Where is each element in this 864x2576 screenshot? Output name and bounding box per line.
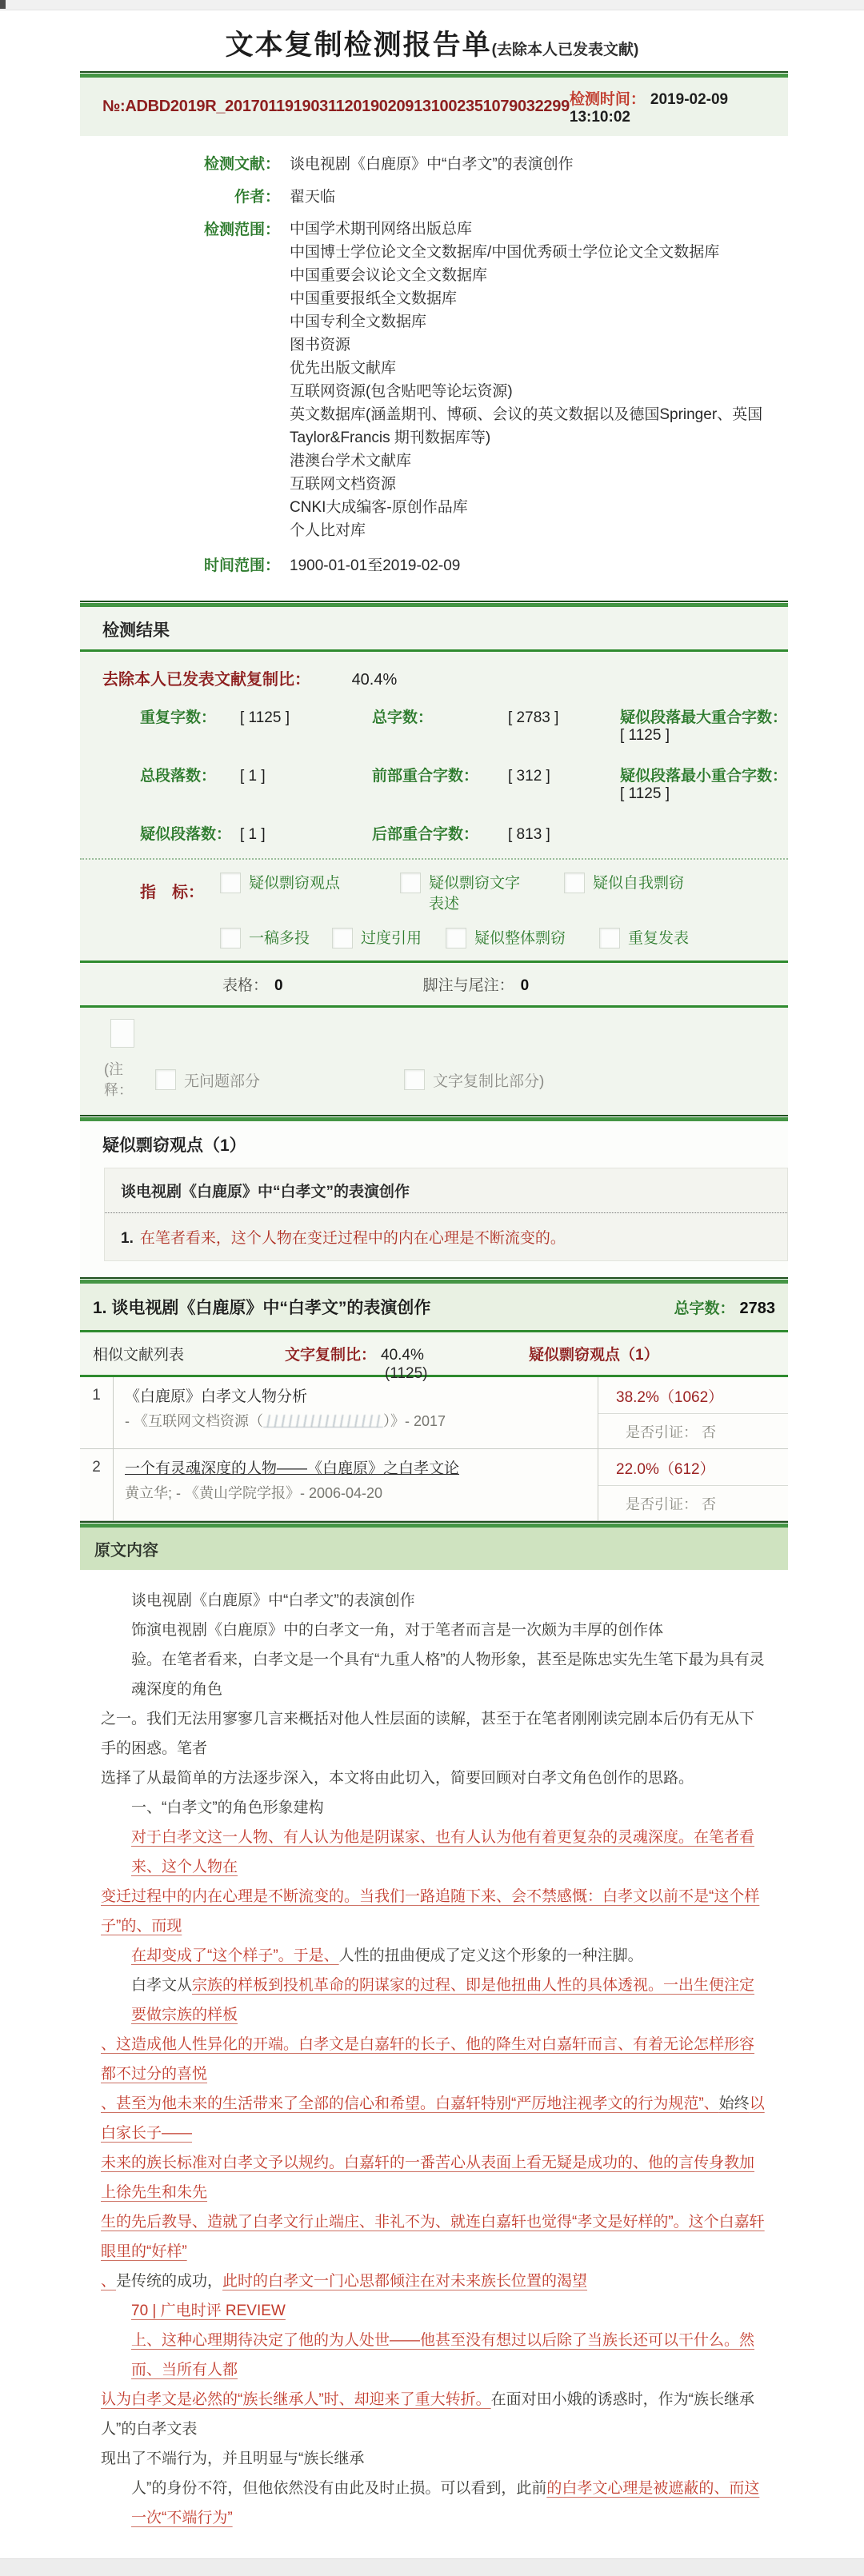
table-row xyxy=(80,1377,788,1449)
page-top-strip xyxy=(0,0,864,10)
table-count xyxy=(222,973,283,995)
stat-label: 疑似段落最大重合字数： xyxy=(620,709,788,726)
divider-double-green xyxy=(80,1521,788,1528)
content-line xyxy=(101,1941,767,1971)
indicator-duplicate-publication xyxy=(599,928,719,949)
duplicated-text-segment: 变迁过程中的内在心理是不断流变的。当我们一路追随下来、会不禁感慨：白孝文以前不是“这个样子”的、而现 xyxy=(101,1888,760,1935)
list-copy-ratio xyxy=(285,1343,529,1382)
indicator-label: 一稿多投 xyxy=(249,930,310,947)
stat-value: [ 1125 ] xyxy=(240,709,290,726)
similar-doc-source xyxy=(125,1409,586,1433)
citation-status xyxy=(598,1486,788,1520)
suspect-item-number: 1. xyxy=(121,1230,134,1247)
duplicated-text-segment: 未来的族长标准对白孝文予以规约。白嘉轩的一番苦心从表面上看无疑是成功的、他的言传身教加上徐先生和朱先 xyxy=(101,2155,755,2201)
content-line xyxy=(101,1763,767,1793)
page-title: 文本复制检测报告单 xyxy=(225,30,492,61)
total-words-label: 总字数： xyxy=(674,1300,735,1317)
stat-value: [ 813 ] xyxy=(508,826,550,843)
stat-cell-empty xyxy=(620,822,800,844)
counts-row xyxy=(80,961,788,1005)
timerange-value: 1900-01-01至2019-02-09 xyxy=(290,557,461,574)
scope-item: 图书资源 xyxy=(290,337,351,353)
results-section xyxy=(80,607,788,1115)
meta-row-scope xyxy=(80,218,788,542)
legend-note-box xyxy=(80,1005,788,1115)
stats-grid xyxy=(80,696,788,858)
stat-cell xyxy=(620,764,800,803)
text-segment: 始终 xyxy=(718,2095,750,2112)
legend-copy-ratio-part xyxy=(404,1069,544,1091)
detection-time-label: 检测时间： xyxy=(569,91,646,108)
report-number-row xyxy=(80,78,788,136)
page-bottom-strip xyxy=(0,2558,864,2576)
report-title-block xyxy=(0,10,864,71)
text-segment: 人性的扭曲便成了定义这个形象的一种注脚。 xyxy=(338,1947,643,1964)
total-words xyxy=(674,1296,775,1318)
indicator-over-quotation xyxy=(332,928,446,949)
scope-item: 中国重要报纸全文数据库 xyxy=(290,290,458,307)
detection-time xyxy=(570,87,774,126)
detail-doc-title xyxy=(93,1295,430,1319)
text-segment: 现出了不端行为，并且明显与“族长继承 xyxy=(101,2450,365,2467)
content-line xyxy=(101,1586,767,1615)
legend-label: 文字复制比部分) xyxy=(433,1072,545,1090)
similar-docs-table xyxy=(80,1377,788,1521)
indicator-label: 过度引用 xyxy=(361,930,422,947)
stat-cell xyxy=(372,822,620,844)
stat-label: 疑似段落最小重合字数： xyxy=(620,768,788,785)
detail-doc-number: 1. xyxy=(93,1299,107,1317)
scope-item: 中国学术期刊网络出版总库 xyxy=(290,221,473,238)
content-line xyxy=(101,2207,767,2266)
text-segment: 人”的身份不符，但他依然没有由此及时止损。可以看到，此前 xyxy=(131,2480,547,2497)
content-line xyxy=(101,1882,767,1941)
row-right-cell xyxy=(598,1377,788,1448)
citation-value: 否 xyxy=(702,1496,717,1512)
citation-label: 是否引证： xyxy=(626,1424,698,1440)
suspect-item-text: 在笔者看来，这个人物在变迁过程中的内在心理是不断流变的。 xyxy=(139,1230,566,1247)
suspect-doc-title: 谈电视剧《白鹿原》中“白孝文”的表演创作 xyxy=(105,1168,787,1213)
content-line xyxy=(101,1645,767,1704)
similarity-ratio: 38.2%（1062） xyxy=(598,1377,788,1414)
detail-doc-title-text: 谈电视剧《白鹿原》中“白孝文”的表演创作 xyxy=(111,1299,431,1317)
original-content-body xyxy=(80,1570,788,2552)
footnote-count-value: 0 xyxy=(520,977,530,994)
author-label: 作者： xyxy=(234,189,280,206)
checkbox-icon[interactable] xyxy=(110,1019,134,1048)
content-line xyxy=(101,1704,767,1763)
duplicated-text-segment: 认为白孝文是必然的“族长继承人”时、却迎来了重大转折。 xyxy=(101,2391,491,2408)
text-segment: 在面对田小娥的诱惑时，作为“族长继承人”的白孝文表 xyxy=(101,2391,754,2438)
stat-cell xyxy=(620,705,800,745)
corner-mark xyxy=(0,0,6,9)
scope-label: 检测范围： xyxy=(203,222,280,238)
list-copy-ratio-label: 文字复制比： xyxy=(285,1347,377,1364)
table-count-label: 表格： xyxy=(222,977,269,994)
scope-item: 英文数据库(涵盖期刊、博硕、会议的英文数据以及德国Springer、英国Taylor&Francis 期刊数据库等) xyxy=(290,406,763,446)
text-segment: 是传统的成功， xyxy=(116,2273,223,2290)
stat-cell xyxy=(140,705,372,745)
stat-cell xyxy=(140,764,372,803)
text-segment: 白孝文从 xyxy=(131,1977,193,1994)
copy-ratio-label: 去除本人已发表文献复制比： xyxy=(102,671,310,689)
document-label: 检测文献： xyxy=(203,156,280,173)
citation-label: 是否引证： xyxy=(626,1496,698,1512)
indicator-label: 重复发表 xyxy=(628,930,690,947)
report-meta xyxy=(80,136,788,601)
indicator-rows xyxy=(220,873,720,949)
scope-item: 中国专利全文数据库 xyxy=(290,314,427,330)
stat-cell xyxy=(140,822,372,844)
checkbox-icon[interactable] xyxy=(400,873,421,893)
text-segment: 谈电视剧《白鹿原》中“白孝文”的表演创作 xyxy=(131,1592,415,1609)
content-line xyxy=(101,2385,767,2444)
similar-doc-title-link[interactable]: 一个有灵魂深度的人物——《白鹿原》之白孝文论 xyxy=(125,1460,460,1477)
checkbox-icon[interactable] xyxy=(220,928,241,949)
timerange-label: 时间范围： xyxy=(203,557,280,574)
copy-ratio-row xyxy=(80,652,788,696)
text-segment: 饰演电视剧《白鹿原》中的白孝文一角，对于笔者而言是一次颇为丰厚的创作体 xyxy=(131,1622,664,1639)
stat-label: 后部重合字数： xyxy=(372,826,479,843)
text-segment: 选择了从最简单的方法逐步深入，本文将由此切入，简要回顾对白孝文角色创作的思路。 xyxy=(101,1770,694,1787)
indicator-self-plagiarism xyxy=(564,873,720,894)
footnote-count-label: 脚注与尾注： xyxy=(422,977,514,994)
row-number: 2 xyxy=(80,1449,114,1520)
stat-label: 总段落数： xyxy=(140,768,217,785)
content-line xyxy=(101,2030,767,2089)
content-line xyxy=(101,2296,767,2326)
legend-no-problem xyxy=(155,1069,260,1091)
suspect-viewpoint-header: 疑似剽窃观点（1） xyxy=(102,1136,246,1155)
meta-row-document xyxy=(80,152,788,174)
duplicated-text-segment: 对于白孝文这一人物、有人认为他是阴谋家、也有人认为他有着更复杂的灵魂深度。在笔者看来、这个人物在 xyxy=(131,1829,755,1875)
duplicated-text-segment: 70 | 广电时评 REVIEW xyxy=(131,2302,286,2319)
legend-note-line xyxy=(104,1059,788,1100)
stat-label: 疑似段落数： xyxy=(140,826,232,843)
original-content-header: 原文内容 xyxy=(80,1528,788,1570)
footnote-count xyxy=(423,973,530,995)
indicator-multiple-submission xyxy=(220,928,332,949)
checkbox-icon[interactable] xyxy=(332,928,353,949)
content-line xyxy=(101,1793,767,1823)
content-line xyxy=(101,1615,767,1645)
indicator-label: 疑似剽窃观点 xyxy=(249,875,341,892)
content-line xyxy=(101,2474,767,2533)
divider-double-green xyxy=(80,71,788,78)
duplicated-text-segment: 的白孝文心理是被遮蔽的、而这一次“不端行为” xyxy=(131,2480,760,2526)
duplicated-text-segment: 在却变成了“这个样子”。于是、 xyxy=(131,1947,339,1964)
scope-item: 港澳台学术文献库 xyxy=(290,453,412,469)
indicator-label: 疑似自我剽窃 xyxy=(593,875,685,892)
indicators-label: 指 标： xyxy=(140,884,204,901)
results-header: 检测结果 xyxy=(80,607,788,652)
suspect-viewpoint-section xyxy=(80,1121,788,1277)
table-count-value: 0 xyxy=(274,977,283,994)
page-title-suffix: (去除本人已发表文献) xyxy=(491,42,639,58)
meta-row-author xyxy=(80,185,788,206)
citation-status xyxy=(598,1414,788,1448)
legend-note-prefix: (注释： xyxy=(104,1061,133,1098)
duplicated-text-segment: 生的先后教导、造就了白孝文行止端庄、非礼不为、就连白嘉轩也觉得“孝文是好样的”。这个白嘉轩眼里的“好样” xyxy=(101,2214,765,2260)
stat-value: [ 2783 ] xyxy=(508,709,559,726)
stat-cell xyxy=(372,764,620,803)
indicator-label: 疑似剽窃文字表述 xyxy=(429,875,521,913)
row-main-cell xyxy=(114,1377,598,1448)
indicator-row-2 xyxy=(220,928,720,949)
author-name: 翟天临 xyxy=(290,189,336,206)
checkbox-icon[interactable] xyxy=(564,873,585,893)
scope-item: CNKI大成编客-原创作品库 xyxy=(290,499,468,516)
checkbox-icon[interactable] xyxy=(446,928,466,949)
list-copy-ratio-value: 40.4% xyxy=(381,1347,424,1364)
similar-doc-title: 《白鹿原》白孝文人物分析 xyxy=(125,1388,308,1405)
indicator-row-1 xyxy=(220,873,720,915)
scope-item: 中国重要会议论文全文数据库 xyxy=(290,267,488,284)
detection-time-value: 2019-02-09 13:10:02 xyxy=(569,91,729,126)
duplicated-text-segment: 以白家长子—— xyxy=(101,2095,765,2142)
indicator-suspect-text xyxy=(400,873,564,915)
similar-list-header xyxy=(80,1332,788,1382)
scope-item: 互联网文档资源 xyxy=(290,476,397,493)
stat-value: [ 1 ] xyxy=(240,826,266,843)
stat-value: [ 1125 ] xyxy=(620,785,670,802)
row-number: 1 xyxy=(80,1377,114,1448)
meta-row-timerange xyxy=(80,553,788,575)
text-segment: 一、“白孝文”的角色形象建构 xyxy=(131,1799,324,1816)
suspect-viewpoint-box xyxy=(104,1168,788,1261)
scope-item: 中国博士学位论文全文数据库/中国优秀硕士学位论文全文数据库 xyxy=(290,244,720,261)
document-detail-header xyxy=(80,1284,788,1332)
copy-ratio-value: 40.4% xyxy=(351,671,398,689)
table-row xyxy=(80,1449,788,1521)
content-line xyxy=(101,2089,767,2148)
duplicated-text-segment: 此时的白孝文一门心思都倾注在对未来族长位置的渴望 xyxy=(222,2273,588,2290)
stat-value: [ 1 ] xyxy=(240,768,266,785)
row-main-cell xyxy=(114,1449,598,1520)
citation-value: 否 xyxy=(702,1424,717,1440)
text-segment: 验。在笔者看来，白孝文是一个具有“九重人格”的人物形象，甚至是陈忠实先生笔下最为具有灵魂深度的角色 xyxy=(131,1651,765,1698)
stat-label: 前部重合字数： xyxy=(372,768,479,785)
legend-label: 无问题部分 xyxy=(184,1072,261,1090)
indicator-label: 疑似整体剽窃 xyxy=(474,930,566,947)
stat-label: 重复字数： xyxy=(140,709,217,726)
content-line xyxy=(101,2326,767,2385)
document-title: 谈电视剧《白鹿原》中“白孝文”的表演创作 xyxy=(290,156,574,173)
duplicated-text-segment: 上、这种心理期待决定了他的为人处世——他甚至没有想过以后除了当族长还可以干什么。然而、当所有人都 xyxy=(131,2332,755,2378)
redacted-source-text xyxy=(263,1415,383,1428)
total-words-value: 2783 xyxy=(739,1299,775,1317)
stat-value: [ 1125 ] xyxy=(620,727,670,744)
similar-list-title: 相似文献列表 xyxy=(93,1347,185,1364)
source-prefix: - 《互联网文档资源（ xyxy=(125,1413,263,1429)
scope-item: 个人比对库 xyxy=(290,522,366,539)
similar-doc-source: 黄立华; - 《黄山学院学报》- 2006-04-20 xyxy=(125,1485,383,1501)
stat-label: 总字数： xyxy=(372,709,434,726)
list-copy-ratio-chars: (1125) xyxy=(385,1365,428,1382)
checkbox-icon[interactable] xyxy=(599,928,620,949)
duplicated-text-segment: 、 xyxy=(101,2273,117,2290)
duplicated-text-segment: 宗族的样板到投机革命的阴谋家的过程、即是他扭曲人性的具体透视。一出生便注定要做宗族的样板 xyxy=(131,1977,755,2023)
content-line xyxy=(101,1823,767,1882)
indicator-overall-plagiarism xyxy=(446,928,599,949)
text-segment: 之一。我们无法用寥寥几言来概括对他人性层面的读解，甚至于在笔者刚刚读完剧本后仍有无从下手的困惑。笔者 xyxy=(101,1711,755,1757)
divider-double-green xyxy=(80,1115,788,1121)
list-suspect-count: 疑似剽窃观点（1） xyxy=(529,1347,659,1364)
divider-double-green xyxy=(80,1277,788,1284)
source-suffix: ）》- 2017 xyxy=(383,1413,446,1429)
checkbox-icon[interactable] xyxy=(220,873,241,893)
scope-list xyxy=(280,218,788,542)
indicator-suspect-viewpoint xyxy=(220,873,400,894)
stat-cell xyxy=(372,705,620,745)
scope-item: 互联网资源(包含贴吧等论坛资源) xyxy=(290,383,513,400)
checkbox-icon[interactable] xyxy=(404,1069,425,1090)
scope-item: 优先出版文献库 xyxy=(290,360,397,377)
content-line xyxy=(101,2266,767,2296)
content-line xyxy=(101,2148,767,2207)
stat-value: [ 312 ] xyxy=(508,768,550,785)
similarity-ratio: 22.0%（612） xyxy=(598,1449,788,1486)
duplicated-text-segment: 、甚至为他未来的生活带来了全部的信心和希望。白嘉轩特别“严厉地注视孝文的行为规范”、 xyxy=(101,2095,719,2112)
checkbox-icon[interactable] xyxy=(155,1069,176,1090)
report-number: №:ADBD2019R_2017011919031120190209131002351079032299 xyxy=(102,98,570,115)
divider-double-green xyxy=(80,601,788,607)
row-right-cell xyxy=(598,1449,788,1520)
suspect-viewpoint-item xyxy=(105,1213,787,1260)
content-line xyxy=(101,2444,767,2474)
content-line xyxy=(101,1971,767,2030)
duplicated-text-segment: 、这造成他人性异化的开端。白孝文是白嘉轩的长子、他的降生对白嘉轩而言、有着无论怎样形容都不过分的喜悦 xyxy=(101,2036,755,2083)
indicators-block xyxy=(80,860,788,961)
